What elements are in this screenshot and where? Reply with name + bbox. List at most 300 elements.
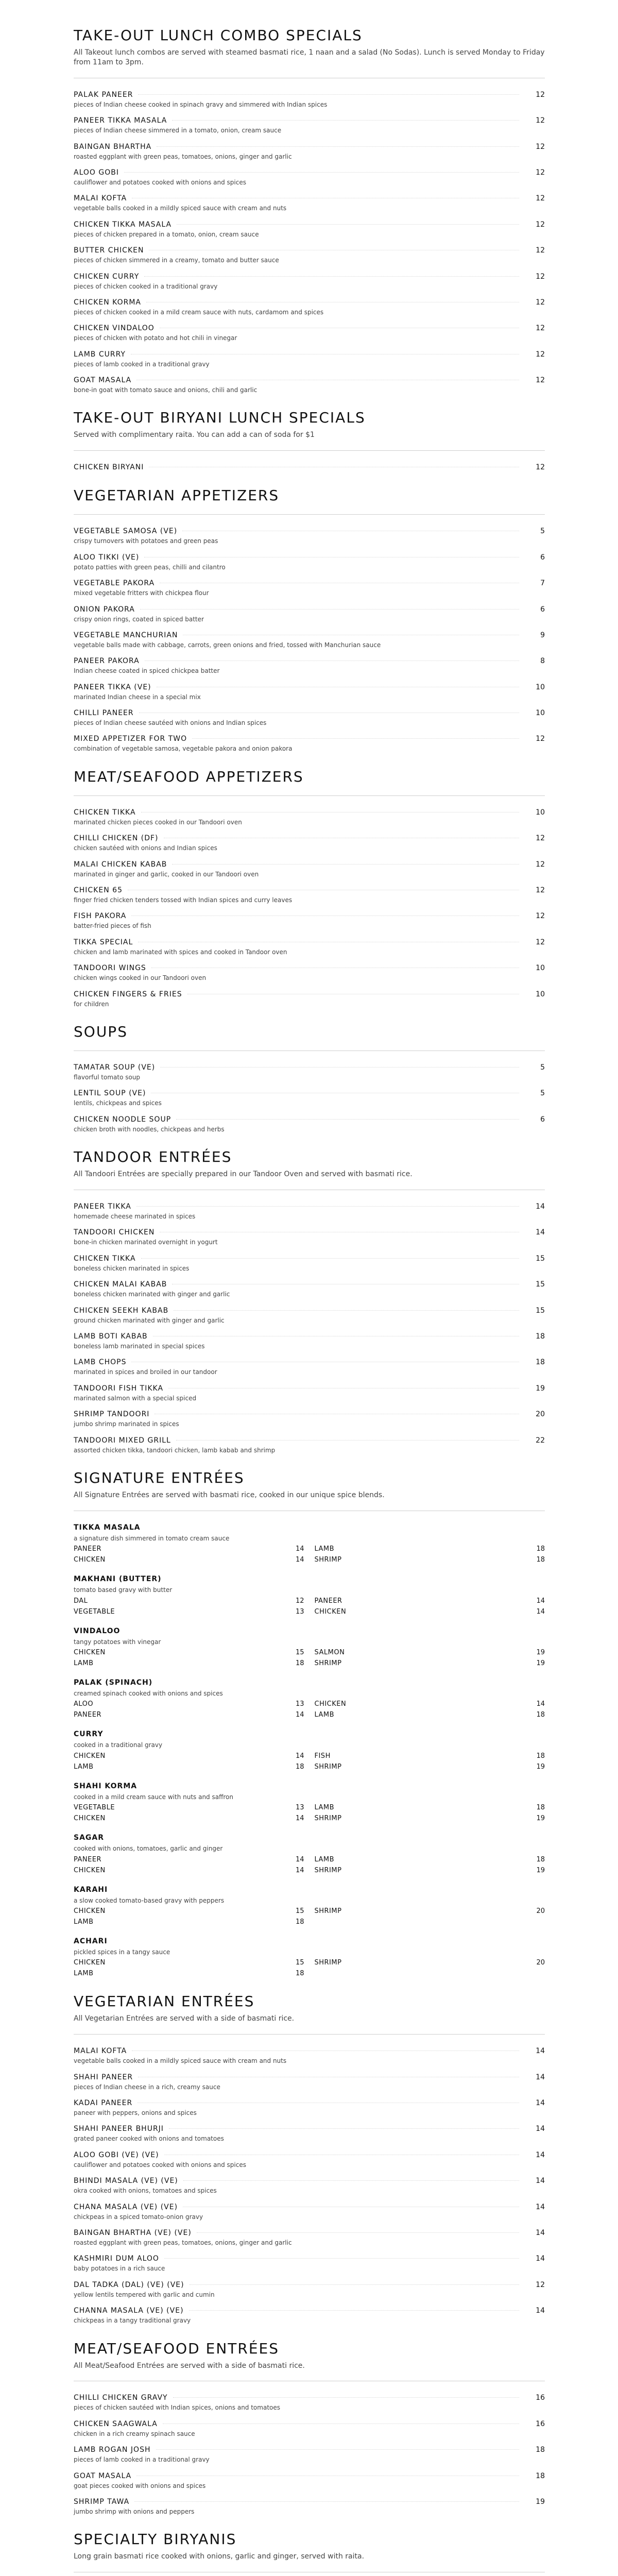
menu-item-price: 14 (536, 2307, 545, 2315)
leader-dots (190, 2284, 519, 2285)
signature-price: 18 (536, 1545, 545, 1553)
signature-option: CHICKEN (314, 1607, 347, 1616)
menu-item-price: 14 (536, 1202, 545, 1211)
signature-price: 19 (536, 1762, 545, 1771)
menu-item-row (74, 553, 545, 562)
menu-item-row (74, 376, 545, 384)
menu-item-desc: potato patties with green peas, chilli and cilantro (74, 563, 226, 571)
menu-item-row (74, 834, 545, 842)
menu-item-name: CHICKEN TIKKA (74, 1254, 136, 1263)
signature-price (524, 1918, 545, 1926)
menu-item-desc: chicken wings cooked in our Tandoori oven (74, 974, 207, 982)
menu-item (74, 350, 545, 368)
menu-item-desc: crispy onion rings, coated in spiced batter (74, 615, 204, 623)
menu-item-name: KADAI PANEER (74, 2099, 133, 2108)
menu-item-price: 15 (536, 1306, 545, 1315)
menu-item-desc: for children (74, 1000, 109, 1008)
signature-option: CHICKEN (74, 1649, 106, 1657)
menu-item-desc: boneless chicken marinated with ginger and garlic (74, 1291, 230, 1298)
menu-item-row (74, 91, 545, 99)
menu-item-price: 12 (536, 834, 545, 843)
signature-price: 14 (295, 1866, 304, 1874)
leader-dots (189, 2310, 519, 2311)
menu-item-desc: pieces of Indian cheese in a rich, creamy sauce (74, 2083, 220, 2091)
menu-item-row (74, 2255, 545, 2263)
menu-item-price: 12 (536, 142, 545, 151)
menu-item-price: 6 (540, 605, 545, 614)
menu-item-name: PANEER PAKORA (74, 657, 140, 666)
menu-item-desc: marinated salmon with a special spiced (74, 1394, 197, 1402)
menu-item-price: 14 (536, 2229, 545, 2237)
menu-item-desc: pieces of lamb cooked in a traditional gravy (74, 360, 210, 368)
menu-item-name: PANEER TIKKA (74, 1202, 131, 1211)
signature-option: VEGETABLE (74, 1607, 115, 1616)
menu-item-name: LAMB CHOPS (74, 1358, 127, 1367)
menu-item (74, 964, 545, 981)
veg-entrees-desc: All Vegetarian Entrées are served with a side of basmati rice. (74, 2014, 295, 2023)
menu-item-row (74, 168, 545, 177)
signature-grid (74, 1649, 545, 1667)
signature-option (315, 1970, 514, 1977)
tandoor-entrees-list (74, 1202, 545, 1454)
leader-dots (156, 2449, 520, 2450)
signature-option: PANEER (74, 1711, 102, 1719)
menu-item-name: TANDOORI MIXED GRILL (74, 1436, 171, 1445)
menu-item-desc: marinated Indian cheese in a special mix (74, 693, 201, 701)
menu-item-price: 19 (536, 1384, 545, 1393)
menu-item (74, 990, 545, 1008)
menu-item-name: LAMB CURRY (74, 350, 126, 359)
leader-dots (169, 2128, 519, 2129)
menu-item-name: VEGETABLE SAMOSA (VE) (74, 527, 178, 536)
menu-item-name: LAMB BOTI KABAB (74, 1332, 148, 1341)
menu-item-desc: pieces of lamb cooked in a traditional gravy (74, 2456, 210, 2464)
menu-item-name: ONION PAKORA (74, 605, 135, 614)
menu-item-desc: roasted eggplant with green peas, tomatoes, onions, ginger and garlic (74, 2239, 292, 2246)
biryanis-section (74, 2531, 545, 2576)
signature-subheading: PALAK (SPINACH) (74, 1679, 153, 1687)
menu-item-desc: crispy turnovers with potatoes and green peas (74, 537, 218, 545)
menu-item-name: DAL TADKA (DAL) (VE) (VE) (74, 2280, 184, 2289)
menu-item-desc: yellow lentils tempered with garlic and cumin (74, 2291, 215, 2298)
menu-item-row (74, 324, 545, 332)
menu-item-desc: pieces of Indian cheese sautéed with onions and Indian spices (74, 719, 267, 727)
signature-subheading: SHAHI KORMA (74, 1782, 138, 1790)
menu-item-price: 10 (536, 964, 545, 973)
leader-dots (177, 224, 519, 225)
menu-item-name: SHRIMP TAWA (74, 2498, 130, 2506)
meat-entrees-list (74, 2394, 545, 2515)
menu-item-price: 14 (536, 2073, 545, 2081)
menu-item (74, 298, 545, 316)
signature-subheading: TIKKA MASALA (74, 1523, 141, 1532)
menu-item-desc: jumbo shrimp marinated in spices (74, 1420, 179, 1428)
menu-item (74, 463, 545, 471)
menu-item (74, 2203, 545, 2221)
menu-item (74, 194, 545, 212)
menu-item-name: CHICKEN TIKKA MASALA (74, 220, 172, 229)
divider (74, 1050, 545, 1051)
signature-price: 14 (295, 1855, 304, 1863)
signature-option: CHICKEN (74, 1556, 106, 1564)
signature-price: 14 (536, 1607, 545, 1616)
menu-item (74, 2099, 545, 2116)
menu-item-name: TAMATAR SOUP (VE) (74, 1063, 156, 1072)
menu-item-price: 6 (540, 1115, 545, 1124)
lunch-biryani-section (74, 409, 545, 471)
menu-item-name: CHICKEN VINDALOO (74, 324, 154, 333)
veg-entrees-list (74, 2047, 545, 2324)
menu-item-price: 15 (536, 1254, 545, 1263)
signature-price: 14 (536, 1700, 545, 1708)
menu-item-name: BAINGAN BHARTHA (74, 142, 152, 151)
menu-item-row (74, 246, 545, 255)
menu-item-name: SHRIMP TANDOORI (74, 1410, 150, 1419)
menu-item-desc: batter-fried pieces of fish (74, 922, 151, 930)
menu-item (74, 376, 545, 394)
menu-item (74, 631, 545, 649)
meat-entrees-desc: All Meat/Seafood Entrées are served with a side of basmati rice. (74, 2361, 305, 2370)
menu-item-desc: marinated in ginger and garlic, cooked in our Tandoori oven (74, 870, 259, 878)
menu-item-price: 12 (536, 168, 545, 177)
signature-price: 13 (295, 1700, 304, 1708)
menu-item-desc: grated paneer cooked with onions and tomatoes (74, 2135, 224, 2143)
menu-item (74, 886, 545, 904)
menu-item-name: CHILLI CHICKEN (DF) (74, 834, 159, 843)
menu-item-row (74, 143, 545, 151)
menu-item-row (74, 886, 545, 894)
menu-item-name: KASHMIRI DUM ALOO (74, 2255, 159, 2263)
leader-dots (176, 1119, 519, 1120)
menu-item-price: 10 (536, 990, 545, 998)
menu-item-desc: pieces of chicken cooked in a mild cream sauce with nuts, cardamom and spices (74, 308, 324, 316)
menu-item (74, 1436, 545, 1454)
signature-subheading: KARAHI (74, 1885, 108, 1894)
menu-item-price: 18 (536, 1332, 545, 1341)
menu-item-price: 5 (540, 527, 545, 536)
menu-item-desc: pieces of chicken prepared in a tomato, onion, cream sauce (74, 230, 259, 238)
leader-dots (136, 1206, 519, 1207)
menu-item (74, 273, 545, 290)
menu-item-name: MALAI CHICKEN KABAB (74, 860, 167, 869)
menu-item (74, 605, 545, 623)
signature-desc: creamed spinach cooked with onions and spices (74, 1690, 223, 1698)
veg-entrees-title: VEGETARIAN ENTRÉES (74, 1993, 255, 2010)
soups-section (74, 1023, 545, 1133)
menu-item (74, 2229, 545, 2246)
signature-price: 18 (536, 1711, 545, 1719)
menu-item-name: GOAT MASALA (74, 376, 132, 385)
menu-item-row (74, 683, 545, 691)
menu-item-desc: bone-in chicken marinated overnight in yogurt (74, 1239, 218, 1246)
menu-item-desc: chicken sautéed with onions and Indian spices (74, 844, 217, 852)
signature-option: SHRIMP (314, 1959, 342, 1967)
menu-item-row (74, 579, 545, 587)
lunch-biryani-desc: Served with complimentary raita. You can add a can of soda for $1 (74, 431, 315, 439)
signature-grid (74, 1752, 545, 1771)
menu-item-row (74, 1384, 545, 1393)
lunch-combo-section (74, 27, 545, 394)
menu-item-price: 14 (536, 1228, 545, 1237)
signature-option: SHRIMP (314, 1907, 342, 1915)
menu-item-price: 15 (536, 1280, 545, 1289)
menu-item-row (74, 1202, 545, 1211)
menu-item-desc: goat pieces cooked with onions and spices (74, 2482, 206, 2489)
signature-option: SHRIMP (314, 1556, 342, 1564)
menu-item-row (74, 1358, 545, 1366)
menu-item-name: CHICKEN NOODLE SOUP (74, 1115, 171, 1124)
signature-price: 13 (295, 1804, 304, 1812)
signature-blocks (74, 1523, 545, 1978)
signature-price: 18 (295, 1918, 304, 1926)
menu-item-name: CHICKEN SEEKH KABAB (74, 1306, 169, 1315)
menu-item-name: VEGETABLE PAKORA (74, 579, 155, 588)
signature-price: 14 (536, 1597, 545, 1605)
signature-price: 14 (295, 1815, 304, 1823)
menu-item-desc: combination of vegetable samosa, vegetable pakora and onion pakora (74, 745, 293, 753)
menu-item-name: GOAT MASALA (74, 2471, 132, 2480)
menu-item-row (74, 298, 545, 307)
menu-item-desc: okra cooked with onions, tomatoes and spices (74, 2187, 217, 2195)
leader-dots (157, 146, 519, 147)
menu-item (74, 1410, 545, 1428)
menu-item-price: 14 (536, 2150, 545, 2159)
menu-item-desc: paneer with peppers, onions and spices (74, 2109, 197, 2117)
menu-item-name: ALOO GOBI (74, 168, 119, 177)
menu-item (74, 657, 545, 674)
menu-item-row (74, 2125, 545, 2133)
menu-item-price: 12 (536, 324, 545, 333)
menu-item (74, 1332, 545, 1350)
signature-price: 18 (536, 1804, 545, 1812)
signature-grid (74, 1700, 545, 1719)
menu-item-name: LENTIL SOUP (VE) (74, 1089, 146, 1098)
menu-item (74, 579, 545, 597)
signature-grid (74, 1907, 545, 1926)
signature-option: SHRIMP (314, 1866, 342, 1874)
menu-item-price: 12 (536, 2280, 545, 2289)
menu-item-price: 22 (536, 1436, 545, 1445)
menu-item-desc: cauliflower and potatoes cooked with onions and spices (74, 178, 246, 186)
menu-item-name: PANEER TIKKA (VE) (74, 683, 151, 691)
tandoor-entrees-section (74, 1148, 545, 1454)
menu-item (74, 2281, 545, 2298)
signature-desc: cooked with onions, tomatoes, garlic and ginger (74, 1845, 223, 1853)
menu-item-desc: assorted chicken tikka, tandoori chicken, lamb kabab and shrimp (74, 1446, 276, 1454)
menu-item-name: LAMB ROGAN JOSH (74, 2446, 151, 2454)
menu-item (74, 2307, 545, 2324)
signature-option: LAMB (314, 1545, 335, 1553)
signature-subheading: ACHARI (74, 1937, 108, 1945)
signature-price: 20 (536, 1907, 545, 1915)
leader-dots (141, 1258, 519, 1259)
menu-item-desc: bone-in goat with tomato sauce and onions, chili and garlic (74, 386, 258, 394)
menu-item-desc: chickpeas in a spiced tomato-onion gravy (74, 2213, 203, 2221)
menu-item-name: MIXED APPETIZER FOR TWO (74, 735, 187, 743)
menu-item-row (74, 2151, 545, 2159)
menu-item-name: TANDOORI WINGS (74, 964, 146, 973)
signature-desc: a signature dish simmered in tomato cream sauce (74, 1534, 230, 1542)
meat-appetizers-title: MEAT/SEAFOOD APPETIZERS (74, 768, 304, 785)
menu-item-price: 12 (536, 376, 545, 385)
leader-dots (197, 2232, 519, 2233)
menu-item-row (74, 964, 545, 972)
signature-option: SHRIMP (314, 1762, 342, 1771)
menu-item-price: 12 (536, 463, 545, 472)
menu-item-name: SHAHI PANEER BHURJI (74, 2125, 164, 2133)
signature-option: CHICKEN (314, 1700, 347, 1708)
leader-dots (183, 2180, 519, 2181)
signature-option: PANEER (74, 1545, 102, 1553)
menu-item (74, 1089, 545, 1107)
signature-option: SHRIMP (314, 1815, 342, 1823)
menu-item-name: TIKKA SPECIAL (74, 938, 133, 946)
menu-item-row (74, 1280, 545, 1289)
lunch-biryani-title: TAKE-OUT BIRYANI LUNCH SPECIALS (74, 409, 366, 427)
signature-desc: tomato based gravy with butter (74, 1586, 173, 1594)
menu-item-row (74, 1089, 545, 1097)
menu-item-desc: chickpeas in a tangy traditional gravy (74, 2317, 191, 2325)
menu-item-name: MALAI KOFTA (74, 194, 127, 203)
menu-item (74, 1358, 545, 1376)
menu-item (74, 2420, 545, 2437)
signature-option: LAMB (314, 1855, 335, 1863)
menu-item-desc: roasted eggplant with green peas, tomatoes, onions, ginger and garlic (74, 152, 292, 160)
signature-option: SHRIMP (314, 1659, 342, 1668)
signature-option: FISH (314, 1752, 331, 1760)
menu-item-desc: Indian cheese coated in spiced chickpea batter (74, 667, 220, 675)
menu-content (74, 0, 545, 2576)
menu-item (74, 527, 545, 545)
signature-price: 14 (295, 1545, 304, 1553)
signature-price: 18 (536, 1556, 545, 1564)
menu-item-desc: cauliflower and potatoes cooked with onions and spices (74, 2161, 246, 2168)
menu-item (74, 1228, 545, 1246)
menu-item-name: CHANNA MASALA (VE) (VE) (74, 2307, 184, 2315)
menu-item-name: CHILLI PANEER (74, 709, 134, 718)
menu-item (74, 1280, 545, 1298)
menu-item-price: 14 (536, 2255, 545, 2263)
menu-item-row (74, 709, 545, 717)
menu-item-desc: pieces of chicken sautéed with Indian spices, onions and tomatoes (74, 2404, 280, 2412)
leader-dots (192, 738, 519, 739)
signature-grid (74, 1856, 545, 1874)
menu-item (74, 938, 545, 956)
menu-item-row (74, 2099, 545, 2107)
menu-item-price: 8 (540, 657, 545, 666)
menu-item-row (74, 1115, 545, 1124)
menu-item (74, 683, 545, 701)
signature-entrees-title: SIGNATURE ENTRÉES (74, 1469, 245, 1486)
menu-item-price: 10 (536, 709, 545, 718)
menu-item-name: CHANA MASALA (VE) (VE) (74, 2202, 178, 2211)
menu-item-name: CHICKEN SAAGWALA (74, 2419, 158, 2428)
signature-option: VEGETABLE (74, 1804, 115, 1812)
menu-item-price: 12 (536, 116, 545, 125)
menu-item-desc: chicken in a rich creamy spinach sauce (74, 2430, 195, 2437)
signature-desc: pickled spices in a tangy sauce (74, 1948, 170, 1956)
menu-item-name: CHILLI CHICKEN GRAVY (74, 2394, 168, 2402)
meat-entrees-section (74, 2340, 545, 2516)
leader-dots (134, 2501, 519, 2502)
menu-item-desc: pieces of Indian cheese cooked in spinach gravy and simmered with Indian spices (74, 100, 328, 108)
lunch-combo-title: TAKE-OUT LUNCH COMBO SPECIALS (74, 27, 363, 44)
menu-item-name: PANEER TIKKA MASALA (74, 116, 167, 125)
meat-entrees-title: MEAT/SEAFOOD ENTRÉES (74, 2340, 279, 2357)
menu-item-row (74, 2446, 545, 2454)
signature-price: 14 (295, 1711, 304, 1719)
menu-item (74, 2446, 545, 2463)
menu-item-row (74, 912, 545, 920)
divider (74, 2034, 545, 2035)
signature-subheading: VINDALOO (74, 1626, 121, 1635)
menu-item-price: 10 (536, 808, 545, 817)
signature-price: 13 (295, 1607, 304, 1616)
leader-dots (132, 2050, 519, 2051)
menu-item-name: TANDOORI FISH TIKKA (74, 1384, 164, 1393)
menu-item-desc: vegetable balls cooked in a mildly spiced sauce with cream and nuts (74, 205, 287, 212)
menu-item-desc: mixed vegetable fritters with chickpea flour (74, 589, 209, 597)
menu-item-desc: finger fried chicken tenders tossed with Indian spices and curry leaves (74, 896, 293, 904)
menu-item-row (74, 2281, 545, 2289)
menu-item (74, 834, 545, 852)
menu-item-price: 18 (536, 2446, 545, 2454)
signature-option: CHICKEN (74, 1959, 106, 1967)
menu-item-price: 5 (540, 1063, 545, 1072)
menu-item-name: PALAK PANEER (74, 90, 133, 99)
menu-item (74, 143, 545, 160)
menu-item-desc: jumbo shrimp with onions and peppers (74, 2508, 195, 2516)
menu-item-row (74, 2472, 545, 2480)
signature-price: 18 (295, 1970, 304, 1978)
menu-item-row (74, 2394, 545, 2402)
signature-price: 18 (295, 1762, 304, 1771)
menu-item-row (74, 194, 545, 202)
meat-appetizers-section (74, 768, 545, 1008)
biryanis-desc: Long grain basmati rice cooked with onions, garlic and ginger, served with raita. (74, 2552, 365, 2561)
menu-item-price: 12 (536, 90, 545, 99)
lunch-combo-list (74, 91, 545, 394)
menu-item-desc: pieces of chicken simmered in a creamy, tomato and butter sauce (74, 257, 279, 264)
menu-item (74, 553, 545, 571)
signature-price: 20 (536, 1959, 545, 1967)
menu-item-row (74, 2498, 545, 2506)
menu-item (74, 1307, 545, 1324)
signature-price: 15 (295, 1649, 304, 1657)
menu-item-price: 16 (536, 2419, 545, 2428)
signature-option: LAMB (314, 1711, 335, 1719)
signature-option: CHICKEN (74, 1907, 106, 1915)
menu-item-price: 19 (536, 2498, 545, 2506)
signature-grid (74, 1959, 545, 1977)
menu-item-price: 16 (536, 2394, 545, 2402)
lunch-combo-desc: All Takeout lunch combos are served with steamed basmati rice, 1 naan and a salad (No Sodas). Lunch is served Monday to Friday from 11am to 3pm. (74, 48, 545, 66)
menu-item-row (74, 2203, 545, 2211)
menu-item (74, 221, 545, 238)
menu-item-name: BAINGAN BHARTHA (VE) (VE) (74, 2229, 192, 2237)
veg-entrees-section (74, 1993, 545, 2324)
menu-item (74, 2255, 545, 2272)
menu-item-price: 12 (536, 298, 545, 307)
menu-item-price: 7 (540, 579, 545, 588)
signature-grid (74, 1597, 545, 1616)
menu-item (74, 709, 545, 726)
signature-entrees-section (74, 1469, 545, 1977)
menu-item (74, 116, 545, 134)
menu-item-name: SHAHI PANEER (74, 2073, 133, 2081)
menu-item-price: 14 (536, 2047, 545, 2056)
menu-item (74, 246, 545, 264)
